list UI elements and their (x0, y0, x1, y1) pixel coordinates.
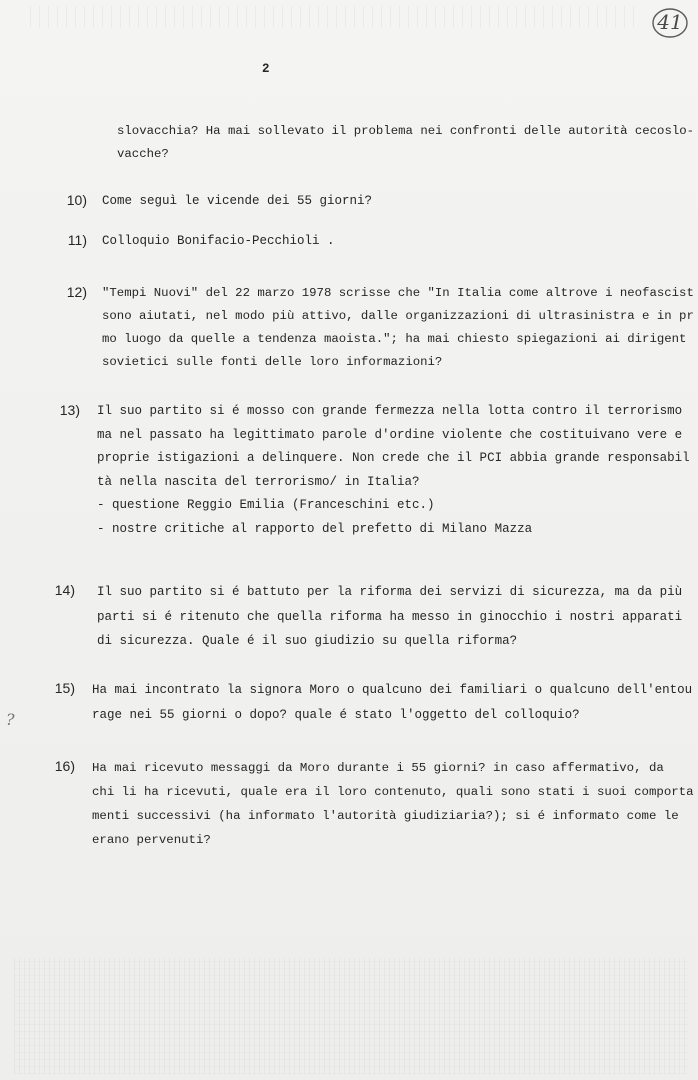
question-number: 12) (66, 284, 87, 300)
scan-noise-top (30, 6, 638, 28)
question-number: 10) (66, 192, 87, 208)
question-number: 16) (54, 758, 75, 774)
question-text: Il suo partito si é mosso con grande fermezza nella lotta contro il terrorismo ma nel passato ha legittimato parole d'ordine violente che costituivano vere e proprie istigazioni a delinquere. Non crede che il PCI abbia grande responsabil tà nella nascita del terrorismo/ in Italia? - questione Reggio Emilia (Franceschini etc.) - nostre critiche al rapporto del prefetto di Milano Mazza (97, 400, 690, 541)
sub-item: - nostre critiche al rapporto del prefetto di Milano Mazza (97, 521, 533, 536)
question-number: 14) (54, 582, 75, 598)
continuation-line: vacche? (117, 147, 169, 161)
question-text: Ha mai ricevuto messaggi da Moro durante i 55 giorni? in caso affermativo, da chi li ha ricevuti, quale era il loro contenuto, quali sono stati i suoi comporta menti successivi (ha informato l'autorità giudiziaria?); si é informato come le erano pervenuti? (92, 761, 694, 847)
margin-question-mark: ? (6, 710, 15, 729)
continuation-paragraph (117, 120, 694, 166)
folio-number: 41 (657, 10, 683, 34)
question-text: Come seguì le vicende dei 55 giorni? (102, 194, 373, 208)
question-text: "Tempi Nuovi" del 22 marzo 1978 scrisse che "In Italia come altrove i neofascist sono aiutati, nel modo più attivo, dalle organizzazioni di ultrasinistra e in pr mo luogo da quelle a tendenza maoista."; ha mai chiesto spiegazioni ai dirigent sovietici sulle fonti delle loro informazioni? (102, 286, 694, 369)
question-text: Ha mai incontrato la signora Moro o qualcuno dei familiari o qualcuno dell'entou rage nei 55 giorni o dopo? quale é stato l'oggetto del colloquio? (92, 683, 693, 722)
sub-item: - questione Reggio Emilia (Franceschini etc.) (97, 498, 435, 512)
folio-stamp (650, 6, 690, 40)
question-number: 11) (67, 232, 87, 248)
question-number: 15) (54, 680, 75, 696)
page-number: 2 (262, 62, 270, 76)
continuation-line: slovacchia? Ha mai sollevato il problema nei confronti delle autorità cecoslo- (117, 124, 695, 138)
question-number: 13) (59, 402, 80, 418)
question-text: Colloquio Bonifacio-Pecchioli . (102, 234, 335, 248)
scan-noise-bottom (14, 958, 688, 1074)
question-text: Il suo partito si é battuto per la riforma dei servizi di sicurezza, ma da più parti si é ritenuto che quella riforma ha messo in ginocchio i nostri apparati di sicurezza. Quale é il suo giudizio su quella riforma? (97, 585, 683, 648)
